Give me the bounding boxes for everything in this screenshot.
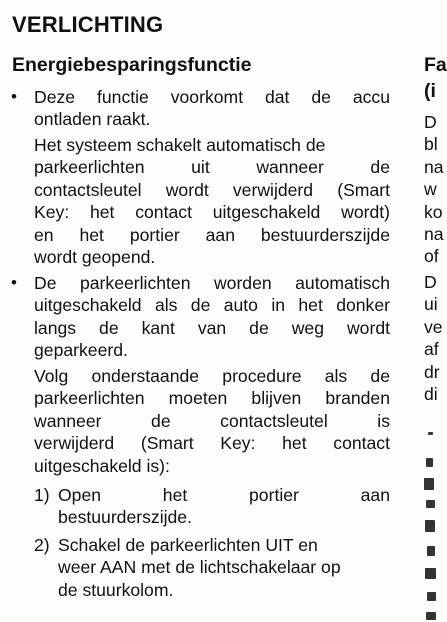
paragraph-line: geparkeerd. xyxy=(34,340,128,360)
cropped-line: w xyxy=(424,179,437,199)
paragraph-line: De parkeerlichten worden automatisch xyxy=(34,273,390,293)
cropped-line: af xyxy=(424,339,439,359)
paragraph-line: parkeerlichten uit wanneer de xyxy=(34,157,390,177)
cropped-line: ko xyxy=(424,202,443,222)
paragraph-line: uitgeschakeld is): xyxy=(34,456,170,476)
paragraph-line: verwijderd (Smart Key: het contact xyxy=(34,433,390,453)
cropped-line: di xyxy=(424,384,438,404)
next-column-fragment xyxy=(420,0,447,622)
paragraph-line: contactsleutel wordt verwijderd (Smart xyxy=(34,180,390,200)
paragraph-line: Key: het contact uitgeschakeld wordt) xyxy=(34,202,390,222)
cropped-line: ve xyxy=(424,317,443,337)
bullet-marker: • xyxy=(11,273,17,292)
paragraph-line: parkeerlichten moeten blijven branden xyxy=(34,388,390,408)
cropped-line: na xyxy=(424,224,444,244)
paragraph-line: Het systeem schakelt automatisch de xyxy=(34,135,326,155)
paragraph-line: ontladen raakt. xyxy=(34,109,151,129)
section-title: VERLICHTING xyxy=(12,12,164,37)
cropped-line: D xyxy=(424,272,437,292)
cropped-line: bl xyxy=(424,134,438,154)
cropped-line: ui xyxy=(424,294,438,314)
step-line: Open het portier aan xyxy=(58,485,390,505)
subsection-title: Energiebesparingsfunctie xyxy=(12,54,252,76)
paragraph-line: en het portier aan bestuurderszijde xyxy=(34,225,390,245)
step-number: 2) xyxy=(34,535,50,555)
cropped-line: of xyxy=(424,246,439,266)
cropped-heading: (i xyxy=(424,80,436,102)
step-line: Schakel de parkeerlichten UIT en xyxy=(58,535,318,555)
step-line: bestuurderszijde. xyxy=(58,507,192,527)
cropped-line: na xyxy=(424,157,444,177)
paragraph-line: Volg onderstaande procedure als de xyxy=(34,366,390,386)
paragraph-line: uitgeschakeld als de auto in het donker xyxy=(34,295,390,315)
cropped-line: dr xyxy=(424,362,440,382)
bullet-marker: • xyxy=(11,87,17,106)
step-line: de stuurkolom. xyxy=(58,580,174,600)
step-line: weer AAN met de lichtschakelaar op xyxy=(58,557,341,577)
cropped-line: D xyxy=(424,112,437,132)
paragraph-line: Deze functie voorkomt dat de accu xyxy=(34,87,390,107)
step-number: 1) xyxy=(34,485,50,505)
cropped-heading: Fa xyxy=(424,54,447,76)
paragraph-line: langs de kant van de weg wordt xyxy=(34,318,390,338)
paragraph-line: wanneer de contactsleutel is xyxy=(34,411,390,431)
paragraph-line: wordt geopend. xyxy=(34,247,156,267)
